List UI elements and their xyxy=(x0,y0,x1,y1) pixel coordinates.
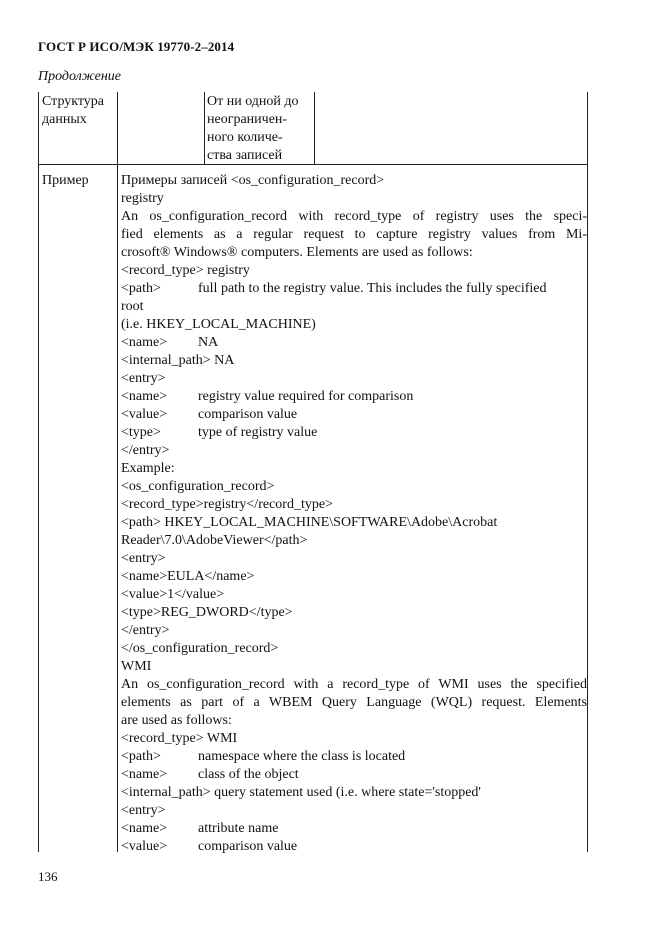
example-line: Примеры записей <os_configuration_record> xyxy=(121,173,385,188)
element-tag: <value> xyxy=(121,839,168,854)
example-line: <value>1</value> xyxy=(121,587,225,602)
example-line: WMI xyxy=(121,659,152,674)
element-description: class of the object xyxy=(198,767,299,782)
top-row-value-line-3: ного количе- xyxy=(207,130,283,145)
table-border-right xyxy=(587,92,588,852)
column-divider-1 xyxy=(117,92,118,852)
top-row-value-line-1: От ни одной до xyxy=(207,94,299,109)
example-line: <record_type> registry xyxy=(121,263,250,278)
example-line: An os_configuration_record with record_type of registry uses the speci- xyxy=(121,209,587,224)
example-line: elements as part of a WBEM Query Language (WQL) request. Elements xyxy=(121,695,587,710)
element-description: comparison value xyxy=(198,407,298,422)
element-description: comparison value xyxy=(198,839,298,854)
example-line xyxy=(121,838,587,856)
example-line: (i.e. HKEY_LOCAL_MACHINE) xyxy=(121,317,316,332)
top-row-value xyxy=(207,93,313,165)
top-row-label xyxy=(42,93,116,129)
example-line: Example: xyxy=(121,461,175,476)
element-tag: <type> xyxy=(121,425,161,440)
example-line: registry xyxy=(121,191,164,206)
element-tag: <name> xyxy=(121,389,168,404)
example-line: <entry> xyxy=(121,371,166,386)
example-line: <entry> xyxy=(121,803,166,818)
element-description: type of registry value xyxy=(198,425,318,440)
element-tag: <name> xyxy=(121,767,168,782)
example-line xyxy=(121,406,587,424)
element-description: namespace where the class is located xyxy=(198,749,406,764)
column-divider-3 xyxy=(314,92,315,164)
element-tag: <path> xyxy=(121,749,161,764)
page-number: 136 xyxy=(38,869,58,884)
row-divider xyxy=(38,164,588,165)
example-line: <entry> xyxy=(121,551,166,566)
example-line: <internal_path> NA xyxy=(121,353,235,368)
element-description: attribute name xyxy=(198,821,279,836)
element-tag: <value> xyxy=(121,407,168,422)
element-tag: <path> xyxy=(121,281,161,296)
element-tag: <name> xyxy=(121,335,168,350)
example-line: <type>REG_DWORD</type> xyxy=(121,605,293,620)
example-line: </entry> xyxy=(121,443,170,458)
document-header: ГОСТ Р ИСО/МЭК 19770-2–2014 xyxy=(38,39,235,54)
example-line xyxy=(121,334,587,352)
element-description: NA xyxy=(198,335,219,350)
top-row-label-line-1: Структура xyxy=(42,94,105,109)
column-divider-2 xyxy=(204,92,205,164)
example-line xyxy=(121,820,587,838)
element-tag: <name> xyxy=(121,821,168,836)
example-line: root xyxy=(121,299,144,314)
example-line xyxy=(121,388,587,406)
top-row-value-line-4: ства записей xyxy=(207,148,283,163)
example-line: <internal_path> query statement used (i.e. where state='stopped' xyxy=(121,785,481,800)
example-line: are used as follows: xyxy=(121,713,232,728)
example-line xyxy=(121,280,587,298)
example-line xyxy=(121,424,587,442)
example-row-label: Пример xyxy=(42,173,89,188)
top-row-label-line-2: данных xyxy=(42,112,87,127)
example-line: <path> HKEY_LOCAL_MACHINE\SOFTWARE\Adobe\Acrobat xyxy=(121,515,498,530)
example-line xyxy=(121,766,587,784)
example-line: </os_configuration_record> xyxy=(121,641,279,656)
example-line: <record_type>registry</record_type> xyxy=(121,497,333,512)
example-line: <os_configuration_record> xyxy=(121,479,275,494)
table-border-left xyxy=(38,92,39,852)
top-row-value-line-2: неограничен- xyxy=(207,112,288,127)
example-line: crosoft® Windows® computers. Elements are used as follows: xyxy=(121,245,473,260)
example-line xyxy=(121,748,587,766)
example-line: An os_configuration_record with a record_type of WMI uses the specified xyxy=(121,677,587,692)
example-line: fied elements as a regular request to capture registry values from Mi- xyxy=(121,227,587,242)
example-line: </entry> xyxy=(121,623,170,638)
example-row-body xyxy=(121,172,587,856)
element-description: full path to the registry value. This includes the fully specified xyxy=(198,281,547,296)
element-description: registry value required for comparison xyxy=(198,389,414,404)
continuation-label: Продолжение xyxy=(38,69,121,84)
example-line: Reader\7.0\AdobeViewer</path> xyxy=(121,533,308,548)
example-line: <name>EULA</name> xyxy=(121,569,255,584)
example-line: <record_type> WMI xyxy=(121,731,238,746)
